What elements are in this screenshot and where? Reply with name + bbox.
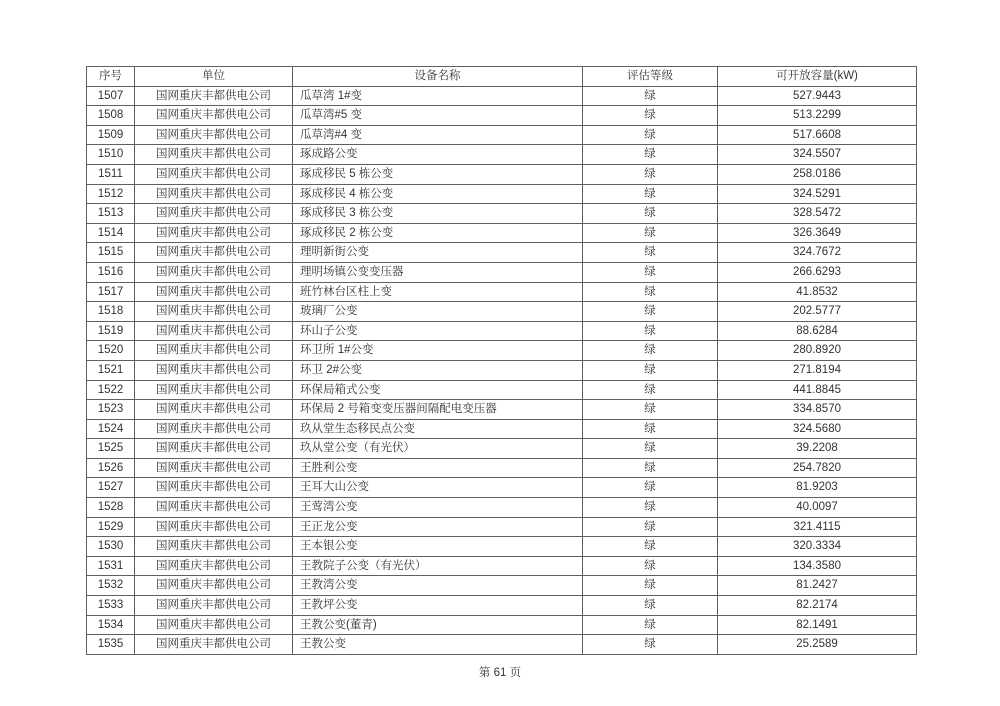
- table-row: [87, 341, 917, 361]
- cell-seq: 1530: [87, 537, 135, 557]
- cell-grade: 绿: [583, 517, 718, 537]
- cell-unit: 国网重庆丰都供电公司: [135, 223, 293, 243]
- table-row: [87, 498, 917, 518]
- table-row: [87, 458, 917, 478]
- cell-capacity: 81.2427: [718, 576, 917, 596]
- cell-capacity: 271.8194: [718, 360, 917, 380]
- cell-device: 琢成路公变: [293, 145, 583, 165]
- table-row: [87, 439, 917, 459]
- cell-device: 理明场镇公变变压器: [293, 262, 583, 282]
- cell-grade: 绿: [583, 537, 718, 557]
- cell-seq: 1517: [87, 282, 135, 302]
- cell-seq: 1515: [87, 243, 135, 263]
- cell-seq: 1507: [87, 86, 135, 106]
- cell-seq: 1523: [87, 400, 135, 420]
- cell-seq: 1525: [87, 439, 135, 459]
- cell-device: 琢成移民 4 栋公变: [293, 184, 583, 204]
- table-row: [87, 223, 917, 243]
- cell-seq: 1516: [87, 262, 135, 282]
- cell-grade: 绿: [583, 556, 718, 576]
- col-header-grade: 评估等级: [583, 67, 718, 87]
- cell-seq: 1527: [87, 478, 135, 498]
- table-body: [87, 86, 917, 654]
- cell-seq: 1522: [87, 380, 135, 400]
- cell-device: 王教坪公变: [293, 596, 583, 616]
- cell-capacity: 88.6284: [718, 321, 917, 341]
- cell-grade: 绿: [583, 106, 718, 126]
- cell-seq: 1520: [87, 341, 135, 361]
- table-row: [87, 282, 917, 302]
- cell-grade: 绿: [583, 243, 718, 263]
- cell-seq: 1524: [87, 419, 135, 439]
- cell-device: 玖从堂公变（有光伏）: [293, 439, 583, 459]
- cell-device: 理明新街公变: [293, 243, 583, 263]
- cell-device: 瓜草湾 1#变: [293, 86, 583, 106]
- table-row: [87, 106, 917, 126]
- table-row: [87, 576, 917, 596]
- cell-capacity: 41.8532: [718, 282, 917, 302]
- col-header-device: 设备名称: [293, 67, 583, 87]
- cell-device: 瓜草湾#5 变: [293, 106, 583, 126]
- cell-capacity: 334.8570: [718, 400, 917, 420]
- table-row: [87, 556, 917, 576]
- cell-seq: 1532: [87, 576, 135, 596]
- cell-unit: 国网重庆丰都供电公司: [135, 125, 293, 145]
- cell-capacity: 321.4115: [718, 517, 917, 537]
- cell-device: 环保局箱式公变: [293, 380, 583, 400]
- cell-device: 环保局 2 号箱变变压器间隔配电变压器: [293, 400, 583, 420]
- cell-seq: 1508: [87, 106, 135, 126]
- cell-capacity: 81.9203: [718, 478, 917, 498]
- cell-capacity: 254.7820: [718, 458, 917, 478]
- cell-capacity: 441.8845: [718, 380, 917, 400]
- table-row: [87, 243, 917, 263]
- cell-grade: 绿: [583, 223, 718, 243]
- cell-grade: 绿: [583, 596, 718, 616]
- col-header-unit: 单位: [135, 67, 293, 87]
- cell-unit: 国网重庆丰都供电公司: [135, 576, 293, 596]
- table-row: [87, 419, 917, 439]
- cell-seq: 1514: [87, 223, 135, 243]
- table-row: [87, 145, 917, 165]
- cell-device: 王教公变: [293, 635, 583, 655]
- cell-capacity: 513.2299: [718, 106, 917, 126]
- cell-unit: 国网重庆丰都供电公司: [135, 204, 293, 224]
- cell-device: 环卫 2#公变: [293, 360, 583, 380]
- cell-seq: 1533: [87, 596, 135, 616]
- cell-grade: 绿: [583, 400, 718, 420]
- cell-unit: 国网重庆丰都供电公司: [135, 86, 293, 106]
- table-row: [87, 360, 917, 380]
- cell-unit: 国网重庆丰都供电公司: [135, 400, 293, 420]
- cell-unit: 国网重庆丰都供电公司: [135, 184, 293, 204]
- cell-unit: 国网重庆丰都供电公司: [135, 537, 293, 557]
- cell-seq: 1531: [87, 556, 135, 576]
- cell-grade: 绿: [583, 204, 718, 224]
- cell-capacity: 324.5507: [718, 145, 917, 165]
- cell-unit: 国网重庆丰都供电公司: [135, 341, 293, 361]
- table-header-row: [87, 67, 917, 87]
- capacity-table: [86, 66, 917, 655]
- cell-grade: 绿: [583, 615, 718, 635]
- cell-capacity: 82.2174: [718, 596, 917, 616]
- cell-capacity: 134.3580: [718, 556, 917, 576]
- cell-grade: 绿: [583, 86, 718, 106]
- cell-capacity: 517.6608: [718, 125, 917, 145]
- cell-capacity: 280.8920: [718, 341, 917, 361]
- cell-unit: 国网重庆丰都供电公司: [135, 635, 293, 655]
- cell-device: 王本银公变: [293, 537, 583, 557]
- cell-unit: 国网重庆丰都供电公司: [135, 615, 293, 635]
- cell-seq: 1534: [87, 615, 135, 635]
- page-number: 第 61 页: [478, 667, 522, 679]
- table-row: [87, 517, 917, 537]
- cell-unit: 国网重庆丰都供电公司: [135, 556, 293, 576]
- cell-unit: 国网重庆丰都供电公司: [135, 282, 293, 302]
- cell-unit: 国网重庆丰都供电公司: [135, 439, 293, 459]
- cell-grade: 绿: [583, 262, 718, 282]
- cell-grade: 绿: [583, 360, 718, 380]
- cell-device: 王胜利公变: [293, 458, 583, 478]
- cell-seq: 1526: [87, 458, 135, 478]
- table-row: [87, 478, 917, 498]
- cell-device: 玖从堂生态移民点公变: [293, 419, 583, 439]
- cell-unit: 国网重庆丰都供电公司: [135, 478, 293, 498]
- cell-seq: 1509: [87, 125, 135, 145]
- cell-unit: 国网重庆丰都供电公司: [135, 498, 293, 518]
- cell-grade: 绿: [583, 635, 718, 655]
- table-row: [87, 635, 917, 655]
- cell-device: 玻璃厂公变: [293, 302, 583, 322]
- cell-device: 王耳大山公变: [293, 478, 583, 498]
- cell-grade: 绿: [583, 419, 718, 439]
- cell-unit: 国网重庆丰都供电公司: [135, 302, 293, 322]
- cell-seq: 1513: [87, 204, 135, 224]
- cell-grade: 绿: [583, 164, 718, 184]
- cell-seq: 1529: [87, 517, 135, 537]
- cell-device: 王教湾公变: [293, 576, 583, 596]
- cell-grade: 绿: [583, 125, 718, 145]
- cell-capacity: 82.1491: [718, 615, 917, 635]
- cell-device: 王教院子公变（有光伏）: [293, 556, 583, 576]
- cell-device: 瓜草湾#4 变: [293, 125, 583, 145]
- cell-capacity: 324.5291: [718, 184, 917, 204]
- cell-capacity: 324.5680: [718, 419, 917, 439]
- cell-device: 王莺湾公变: [293, 498, 583, 518]
- cell-capacity: 40.0097: [718, 498, 917, 518]
- cell-seq: 1519: [87, 321, 135, 341]
- cell-grade: 绿: [583, 478, 718, 498]
- col-header-capacity: 可开放容量(kW): [718, 67, 917, 87]
- cell-grade: 绿: [583, 302, 718, 322]
- cell-unit: 国网重庆丰都供电公司: [135, 106, 293, 126]
- table-row: [87, 125, 917, 145]
- cell-unit: 国网重庆丰都供电公司: [135, 360, 293, 380]
- cell-grade: 绿: [583, 498, 718, 518]
- cell-grade: 绿: [583, 380, 718, 400]
- cell-capacity: 326.3649: [718, 223, 917, 243]
- table-row: [87, 321, 917, 341]
- cell-unit: 国网重庆丰都供电公司: [135, 243, 293, 263]
- table-row: [87, 164, 917, 184]
- cell-unit: 国网重庆丰都供电公司: [135, 517, 293, 537]
- cell-device: 环卫所 1#公变: [293, 341, 583, 361]
- table-row: [87, 184, 917, 204]
- cell-capacity: 39.2208: [718, 439, 917, 459]
- cell-device: 班竹林台区柱上变: [293, 282, 583, 302]
- cell-device: 琢成移民 2 栋公变: [293, 223, 583, 243]
- cell-device: 王正龙公变: [293, 517, 583, 537]
- cell-grade: 绿: [583, 184, 718, 204]
- table-row: [87, 86, 917, 106]
- cell-capacity: 527.9443: [718, 86, 917, 106]
- cell-device: 王教公变(董青): [293, 615, 583, 635]
- cell-grade: 绿: [583, 341, 718, 361]
- cell-device: 琢成移民 5 栋公变: [293, 164, 583, 184]
- cell-capacity: 324.7672: [718, 243, 917, 263]
- table-row: [87, 615, 917, 635]
- cell-device: 琢成移民 3 栋公变: [293, 204, 583, 224]
- table-row: [87, 596, 917, 616]
- table-row: [87, 537, 917, 557]
- cell-unit: 国网重庆丰都供电公司: [135, 380, 293, 400]
- cell-seq: 1512: [87, 184, 135, 204]
- cell-unit: 国网重庆丰都供电公司: [135, 262, 293, 282]
- cell-grade: 绿: [583, 321, 718, 341]
- table-row: [87, 302, 917, 322]
- cell-unit: 国网重庆丰都供电公司: [135, 164, 293, 184]
- table-row: [87, 262, 917, 282]
- col-header-seq: 序号: [87, 67, 135, 87]
- cell-unit: 国网重庆丰都供电公司: [135, 321, 293, 341]
- cell-grade: 绿: [583, 458, 718, 478]
- cell-capacity: 328.5472: [718, 204, 917, 224]
- cell-seq: 1518: [87, 302, 135, 322]
- cell-seq: 1535: [87, 635, 135, 655]
- table-row: [87, 204, 917, 224]
- cell-seq: 1521: [87, 360, 135, 380]
- cell-unit: 国网重庆丰都供电公司: [135, 458, 293, 478]
- cell-capacity: 202.5777: [718, 302, 917, 322]
- cell-seq: 1510: [87, 145, 135, 165]
- cell-grade: 绿: [583, 439, 718, 459]
- cell-capacity: 258.0186: [718, 164, 917, 184]
- cell-device: 环山子公变: [293, 321, 583, 341]
- cell-unit: 国网重庆丰都供电公司: [135, 596, 293, 616]
- cell-grade: 绿: [583, 576, 718, 596]
- cell-unit: 国网重庆丰都供电公司: [135, 419, 293, 439]
- cell-seq: 1511: [87, 164, 135, 184]
- cell-capacity: 320.3334: [718, 537, 917, 557]
- cell-grade: 绿: [583, 282, 718, 302]
- cell-seq: 1528: [87, 498, 135, 518]
- cell-grade: 绿: [583, 145, 718, 165]
- cell-capacity: 25.2589: [718, 635, 917, 655]
- table-row: [87, 380, 917, 400]
- cell-unit: 国网重庆丰都供电公司: [135, 145, 293, 165]
- table-row: [87, 400, 917, 420]
- cell-capacity: 266.6293: [718, 262, 917, 282]
